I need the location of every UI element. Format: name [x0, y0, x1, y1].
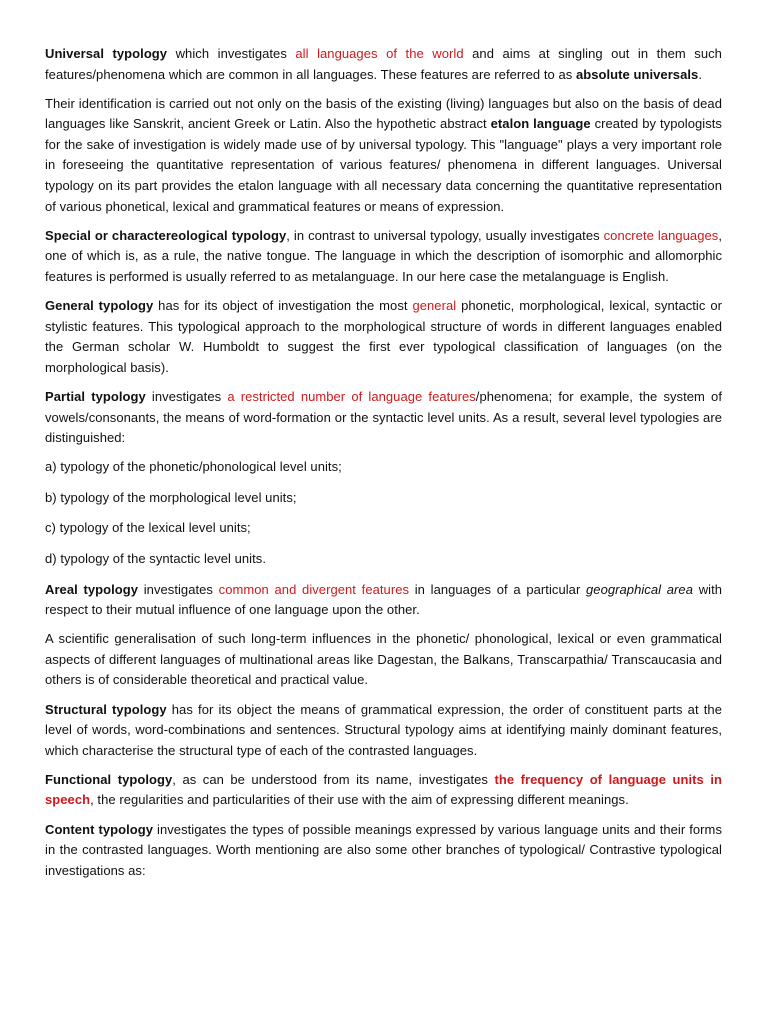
list-item-lexical-level	[45, 518, 722, 539]
italic-phrase: geographical area	[586, 581, 693, 597]
paragraph-partial-typology	[45, 387, 722, 449]
text-run: , as can be understood from its name, investigates	[172, 771, 495, 787]
paragraph-etalon-language	[45, 94, 722, 218]
bold-term: Content typology	[45, 821, 154, 837]
paragraph-general-typology	[45, 296, 722, 378]
paragraph-functional-typology	[45, 770, 722, 811]
text-run: which investigates	[167, 46, 296, 61]
highlighted-phrase: all languages of the world	[295, 46, 464, 61]
highlighted-phrase: common and divergent features	[218, 581, 410, 597]
text-run: /phenomena; for example, the system of vowels/consonants, the means of word-formation or the syntactic level units. As a result, several level typologies are distinguished:	[45, 388, 722, 446]
text-run: b) typology of the morphological level units;	[45, 489, 297, 505]
bold-term: Structural typology	[45, 701, 167, 717]
text-run: has for its object of investigation the most	[153, 298, 413, 314]
text-run: .	[698, 66, 702, 82]
text-run: , in contrast to universal typology, usually investigates	[286, 227, 604, 243]
highlighted-bold-phrase: the frequency of language units in speech	[45, 771, 722, 808]
text-run: investigates the types of possible meanings expressed by various language units and their forms in the contrasted languages. Worth mentioning are also some other branches of typological/ Contrastive typological investigations as:	[45, 821, 722, 878]
paragraph-content-typology	[45, 820, 722, 882]
text-run: A scientific generalisation of such long-term influences in the phonetic/ phonological, lexical or even grammatical aspects of different languages of multinational areas like Dagestan, the Balkans, Transcarpathia/ Transcaucasia and others is of considerable theoretical and practical value.	[45, 631, 722, 688]
text-run: phonetic, morphological, lexical, syntactic or stylistic features. This typological approach to the morphological structure of words in different languages enabled the German scholar W. Humboldt to suggest the first ever typological classification of languages (on the morphological basis).	[45, 298, 722, 375]
list-item-phonetic-level	[45, 457, 722, 478]
bold-term: Areal typology	[45, 581, 139, 597]
paragraph-scientific-generalisation	[45, 629, 722, 691]
list-item-syntactic-level	[45, 549, 722, 570]
text-run: investigates	[145, 388, 228, 404]
paragraph-structural-typology	[45, 700, 722, 762]
text-run: created by typologists for the sake of investigation is widely made use of by universal typology. This "language" plays a very important role in foreseeing the quantitative representation of various features/ phenomena in different languages. Universal typology on its part provides the etalon language with all necessary data concerning the quantitative representation of various phonetical, lexical and grammatical features or means of expression.	[45, 116, 722, 214]
bold-term: absolute universals	[575, 66, 699, 82]
highlighted-phrase: a restricted number of language features	[227, 388, 476, 404]
text-run: d) typology of the syntactic level units.	[45, 550, 266, 566]
highlighted-phrase: general	[412, 298, 457, 314]
text-run: with respect to their mutual influence of one language upon the other.	[45, 581, 723, 618]
paragraph-universal-typology	[45, 44, 722, 85]
text-run: in languages of a particular	[409, 581, 587, 597]
bold-term: Functional typology	[45, 771, 173, 787]
text-run: and aims at singling out in them such features/phenomena which are common in all languages. These features are referred to as	[45, 46, 722, 82]
text-run: , one of which is, as a rule, the native tongue. The language in which the description of isomorphic and allomorphic features is performed is usually referred to as metalanguage. In our here case the metalanguage is English.	[45, 227, 722, 284]
text-run: c) typology of the lexical level units;	[45, 520, 251, 536]
bold-term: etalon language	[490, 116, 591, 132]
bold-term: Universal typology	[45, 46, 168, 61]
list-item-morphological-level	[45, 488, 722, 509]
text-run: investigates	[138, 581, 219, 597]
bold-term: Special or charactereological typology	[45, 227, 287, 243]
text-run: , the regularities and particularities of their use with the aim of expressing different meanings.	[90, 792, 629, 808]
paragraph-areal-typology	[45, 580, 722, 621]
highlighted-phrase: concrete languages	[603, 227, 719, 243]
bold-term: Partial typology	[45, 388, 146, 404]
text-run: has for its object the means of grammatical expression, the order of constituent parts at the level of words, word-combinations and sentences. Structural typology aims at identifying mainly dominant features, which characterise the structural type of each of the contrasted languages.	[45, 701, 722, 758]
text-run: a) typology of the phonetic/phonological level units;	[45, 459, 342, 475]
bold-term: General typology	[45, 298, 154, 314]
paragraph-special-typology	[45, 226, 722, 288]
text-run: Their identification is carried out not only on the basis of the existing (living) languages but also on the basis of dead languages like Sanskrit, ancient Greek or Latin. Also the hypothetic abstract	[45, 95, 722, 132]
